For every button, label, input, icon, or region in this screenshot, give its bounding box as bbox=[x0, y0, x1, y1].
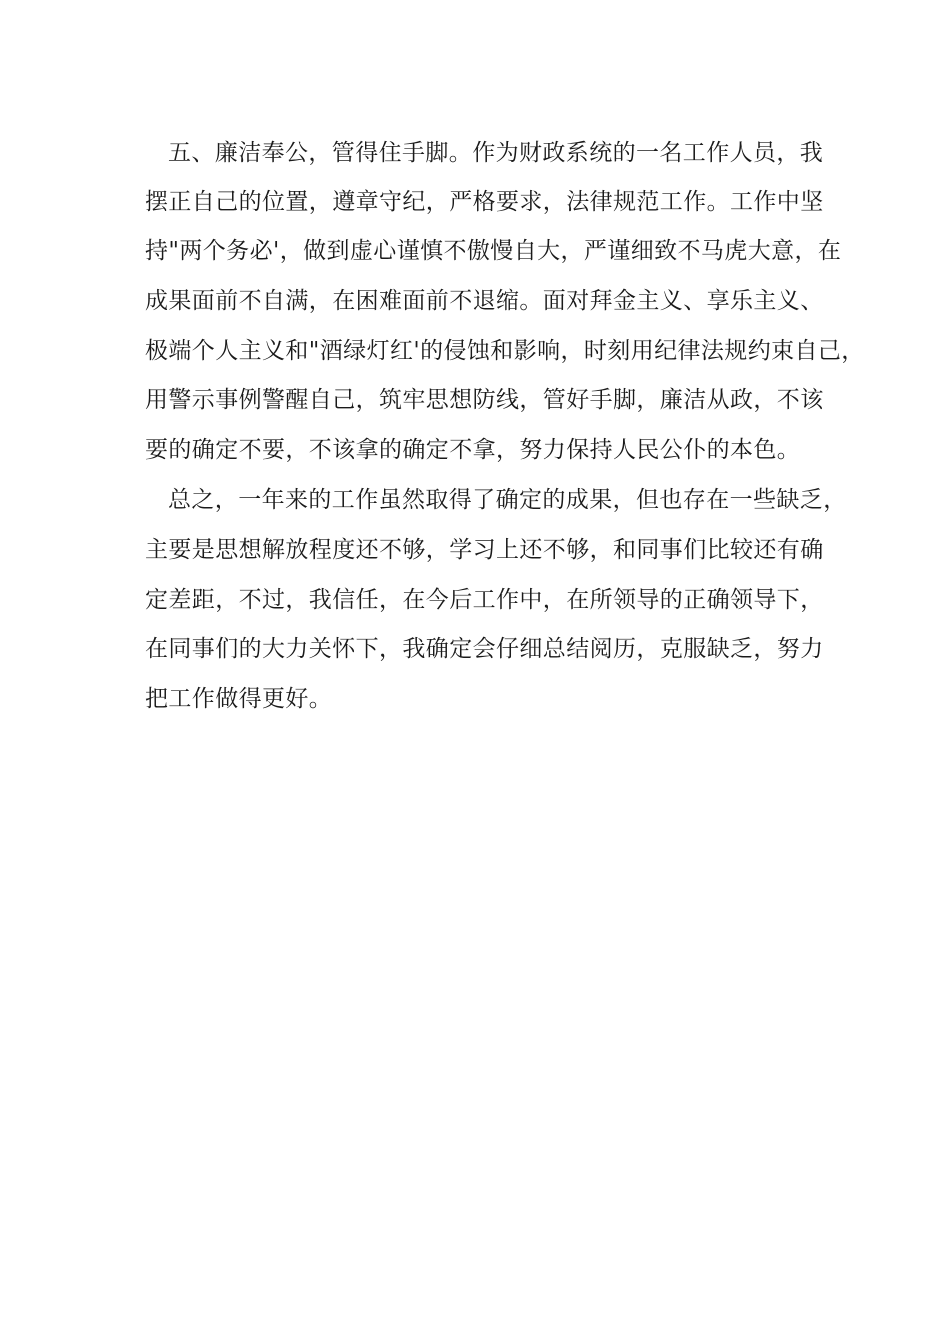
paragraph-line: 在同事们的大力关怀下，我确定会仔细总结阅历，克服缺乏，努力 bbox=[145, 636, 824, 662]
paragraph-line: 把工作做得更好。 bbox=[145, 686, 333, 712]
paragraph-line: 要的确定不要，不该拿的确定不拿，努力保持人民公仆的本色。 bbox=[145, 437, 801, 463]
paragraph-line: 五、廉洁奉公，管得住手脚。作为财政系统的一名工作人员，我 bbox=[168, 140, 824, 166]
paragraph-line: 定差距，不过，我信任，在今后工作中，在所领导的正确领导下， bbox=[145, 587, 824, 613]
paragraph-line: 总之，一年来的工作虽然取得了确定的成果，但也存在一些缺乏， bbox=[168, 487, 847, 513]
paragraph-line: 主要是思想解放程度还不够，学习上还不够，和同事们比较还有确 bbox=[145, 537, 824, 563]
paragraph-line: 摆正自己的位置，遵章守纪，严格要求，法律规范工作。工作中坚 bbox=[145, 189, 824, 215]
paragraph-line: 用警示事例警醒自己，筑牢思想防线，管好手脚，廉洁从政，不该 bbox=[145, 387, 824, 413]
paragraph-line: 成果面前不自满，在困难面前不退缩。面对拜金主义、享乐主义、 bbox=[145, 288, 824, 314]
paragraph-line: 持"两个务必'，做到虚心谨慎不傲慢自大，严谨细致不马虎大意，在 bbox=[145, 238, 842, 264]
paragraph-line: 极端个人主义和"酒绿灯红'的侵蚀和影响，时刻用纪律法规约束自己， bbox=[145, 338, 865, 364]
